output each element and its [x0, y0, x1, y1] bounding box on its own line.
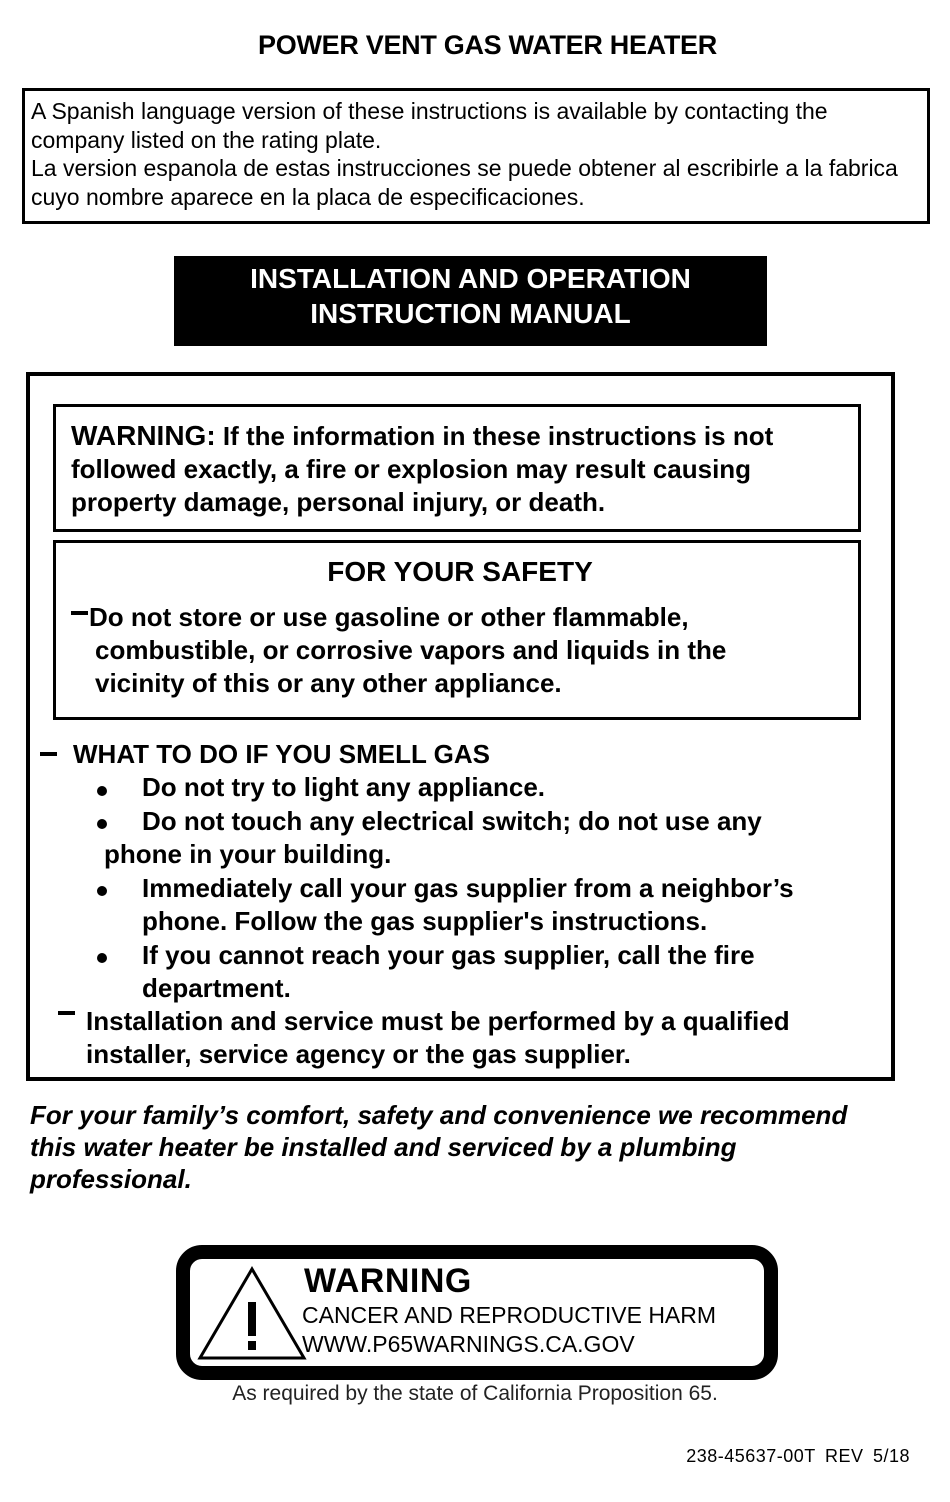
- installation-note-line1: Installation and service must be performed by a qualified: [86, 1006, 790, 1036]
- prop65-caption: As required by the state of California Proposition 65.: [232, 1382, 718, 1405]
- dash-icon: [40, 752, 57, 756]
- for-your-safety-title: FOR YOUR SAFETY: [327, 556, 593, 587]
- manual-banner-line1: INSTALLATION AND OPERATION: [250, 263, 691, 294]
- manual-banner: [174, 256, 767, 346]
- safety-line-1: Do not store or use gasoline or other flammable,: [89, 602, 689, 632]
- prop65-harm-text: CANCER AND REPRODUCTIVE HARM: [302, 1302, 717, 1328]
- warning-text: If the information in these instructions is not followed exactly, a fire or explosion may result causing property damage, personal injury, or death.: [71, 421, 774, 517]
- manual-banner-line2: INSTRUCTION MANUAL: [310, 298, 631, 329]
- spanish-notice-spanish: La version espanola de estas instrucciones se puede obtener al escribirle a la fabrica cuyo nombre aparece en la placa de especificaciones.: [31, 155, 898, 210]
- safety-line-2: combustible, or corrosive vapors and liquids in the: [95, 635, 727, 665]
- smell-gas-item-2-line2: phone in your building.: [104, 839, 392, 869]
- smell-gas-item-3-line1: Immediately call your gas supplier from a neighbor’s: [142, 873, 794, 903]
- smell-gas-item-1-text: Do not try to light any appliance.: [142, 772, 546, 802]
- warning-triangle-icon: [197, 1266, 307, 1361]
- smell-gas-item-4: [142, 939, 872, 1005]
- bullet-icon: [97, 953, 107, 963]
- safety-line-3: vicinity of this or any other appliance.: [95, 668, 562, 698]
- installation-note-line2: installer, service agency or the gas supplier.: [86, 1039, 631, 1069]
- dash-icon: [58, 1011, 75, 1015]
- prop65-website: WWW.P65WARNINGS.CA.GOV: [302, 1331, 635, 1357]
- warning-label: WARNING:: [71, 420, 216, 451]
- for-your-safety-text: [89, 601, 829, 700]
- bullet-icon: [97, 886, 107, 896]
- spanish-notice-english: A Spanish language version of these instructions is available by contacting the company listed on the rating plate.: [31, 98, 828, 153]
- smell-gas-item-1: [142, 771, 872, 804]
- dash-icon: [71, 611, 88, 615]
- smell-gas-item-3-line2: phone. Follow the gas supplier's instructions.: [142, 906, 708, 936]
- spanish-notice-box: [22, 88, 930, 224]
- smell-gas-item-3: [142, 872, 872, 938]
- fire-explosion-warning-box: [53, 404, 861, 532]
- for-your-safety-box: [53, 540, 861, 720]
- bullet-icon: [97, 819, 107, 829]
- prop65-heading: WARNING: [304, 1262, 472, 1300]
- smell-gas-item-2-line1: Do not touch any electrical switch; do not use any: [142, 806, 762, 836]
- bullet-icon: [97, 786, 107, 796]
- smell-gas-heading: WHAT TO DO IF YOU SMELL GAS: [73, 739, 490, 769]
- professional-installation-recommendation: For your family’s comfort, safety and convenience we recommend this water heater be installed and serviced by a plumbing professional.: [30, 1100, 848, 1194]
- smell-gas-item-2: [104, 805, 872, 871]
- document-revision-code: 238-45637-00T REV 5/18: [686, 1446, 910, 1466]
- smell-gas-item-4-line2: department.: [142, 973, 291, 1003]
- installation-note: [86, 1005, 876, 1071]
- document-title: POWER VENT GAS WATER HEATER: [258, 30, 717, 60]
- smell-gas-item-4-line1: If you cannot reach your gas supplier, call the fire: [142, 940, 755, 970]
